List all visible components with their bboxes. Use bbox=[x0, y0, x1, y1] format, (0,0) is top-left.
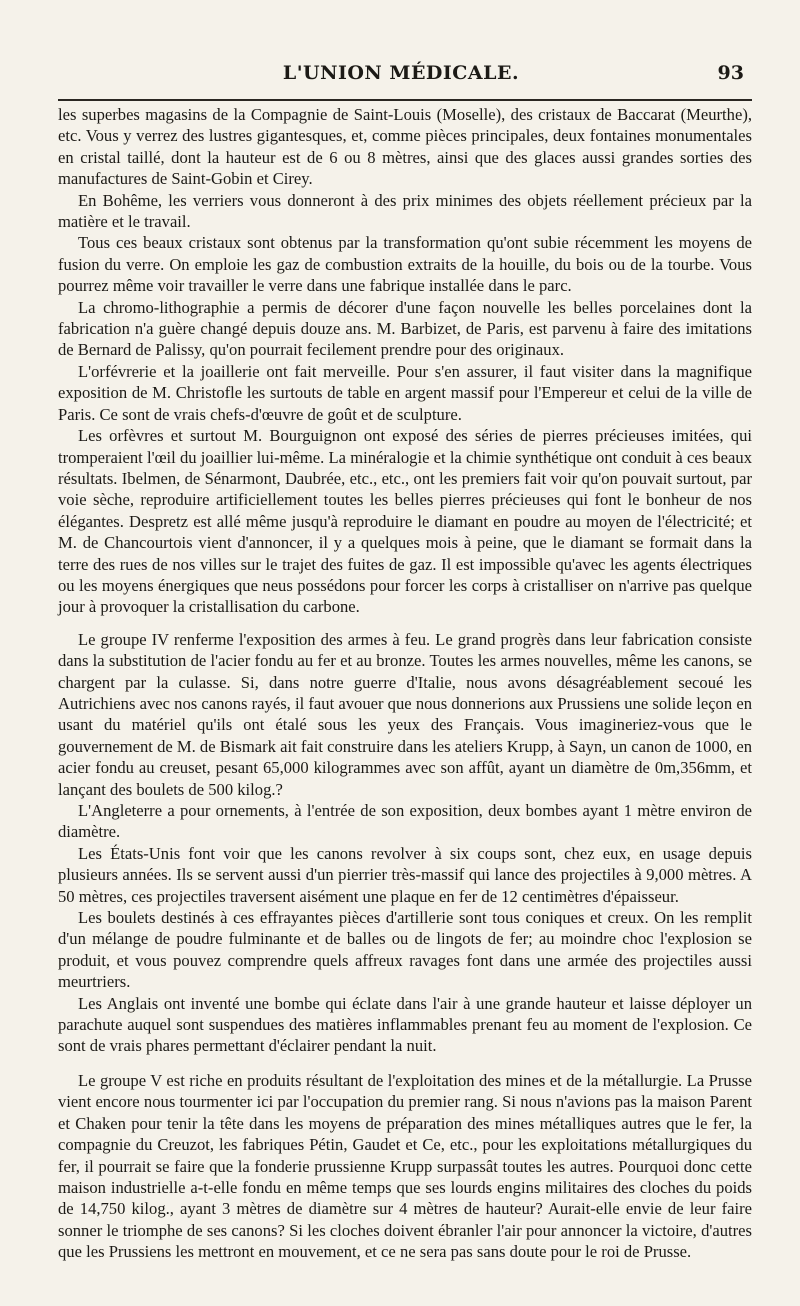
journal-title: L'UNION MÉDICALE. bbox=[282, 62, 520, 84]
paragraph-7: Le groupe IV renferme l'exposition des armes à feu. Le grand progrès dans leur fabrication consiste dans la substitution de l'acier fondu au fer et au bronze. Toutes les armes nouvelles, même les canons, se chargent par la culasse. Si, dans notre guerre d'Italie, nous avons désagréablement secoué les Autrichiens avec nos canons rayés, il faut avouer que nous donnerions aux Prussiens une solide leçon en usant du matériel qu'ils ont étalé sous les yeux des Français. Vous imagineriez-vous que le gouvernement de M. de Bismark ait fait construire dans les ateliers Krupp, à Sayn, un canon de 1000, en acier fondu au creuset, pesant 65,000 kilogrammes avec son affût, ayant un diamètre de 0m,356mm, et lançant des boulets de 500 kilog.? bbox=[58, 629, 752, 799]
article-body bbox=[58, 104, 752, 1263]
page-number: 93 bbox=[717, 62, 744, 84]
paragraph-6: Les orfèvres et surtout M. Bourguignon ont exposé des séries de pierres précieuses imitées, qui tromperaient l'œil du joaillier lui-même. La minéralogie et la chimie synthétique ont conduit à ces beaux résultats. Ibelmen, de Sénarmont, Daubrée, etc., etc., ont les premiers fait voir qu'on pouvait surtout, par voie sèche, reproduire artificiellement toutes les belles pierres précieuses qui font le bonheur de nos élégantes. Despretz est allé même jusqu'à reproduire le diamant en poudre au moyen de l'électricité; et M. de Chancourtois vient d'annoncer, il y a quelques mois à peine, que le diamant se formait dans la terre des rues de nos villes sur le trajet des fuites de gaz. Il est impossible qu'avec les agents électriques ou les moyens énergiques que neus possédons pour forcer les corps à cristalliser on n'arrive pas quelque jour à provoquer la cristallisation du carbone. bbox=[58, 426, 752, 617]
paragraph-2: En Bohême, les verriers vous donneront à des prix minimes des objets réellement précieux par la matière et le travail. bbox=[58, 190, 752, 232]
paragraph-8: L'Angleterre a pour ornements, à l'entrée de son exposition, deux bombes ayant 1 mètre environ de diamètre. bbox=[58, 801, 752, 842]
paragraph-10: Les boulets destinés à ces effrayantes pièces d'artillerie sont tous coniques et creux. On les remplit d'un mélange de poudre fulminante et de balles ou de lingots de fer; au moindre choc l'explosion se produit, et vous pouvez comprendre quels affreux ravages font dans une armée des projectiles aussi meurtriers. bbox=[58, 908, 752, 992]
paragraph-4: La chromo-lithographie a permis de décorer d'une façon nouvelle les belles porcelaines dont la fabrication n'a guère changé depuis douze ans. M. Barbizet, de Paris, est parvenu à faire des imitations de Bernard de Palissy, qu'on pourrait fecilement prendre pour des originaux. bbox=[58, 297, 752, 360]
paragraph-12: Le groupe V est riche en produits résultant de l'exploitation des mines et de la métallurgie. La Prusse vient encore nous tourmenter ici par l'occupation du premier rang. Si nous n'avions pas la maison Parent et Chaken pour tenir la tête dans les moyens de préparation des mines métalliques autres que le fer, la compagnie du Creuzot, les fabriques Pétin, Gaudet et Ce, etc., pour les exploitations métallurgiques du fer, il pourrait se faire que la fonderie prussienne Krupp surpassât toutes les autres. Pourquoi donc cette maison industrielle a-t-elle fondu en même temps que ses lourds engins militaires des cloches du poids de 14,750 kilog., ayant 3 mètres de diamètre sur 4 mètres de hauteur? Aurait-elle envie de leur faire sonner le triomphe de ses canons? Si les cloches doivent ébranler l'air pour annoncer la victoire, d'autres que les Prussiens les mettront en mouvement, et ce ne sera pas sans doute pour le roi de Prusse. bbox=[58, 1070, 752, 1262]
paragraph-1: les superbes magasins de la Compagnie de Saint-Louis (Moselle), des cristaux de Baccarat (Meurthe), etc. Vous y verrez des lustres gigantesques, et, comme pièces principales, deux fontaines monumentales en cristal taillé, dont la hauteur est de 6 ou 8 mètres, ainsi que des glaces aussi grandes sorties des manufactures de Saint-Gobin et Cirey. bbox=[58, 105, 752, 189]
paragraph-11: Les Anglais ont inventé une bombe qui éclate dans l'air à une grande hauteur et laisse déployer un parachute auquel sont suspendues des matières inflammables prenant feu au moment de l'explosion. Ce sont de vrais phares permettant d'éclairer pendant la nuit. bbox=[58, 993, 752, 1056]
paragraph-3: Tous ces beaux cristaux sont obtenus par la transformation qu'ont subie récemment les moyens de fusion du verre. On emploie les gaz de combustion extraits de la houille, du bois ou de la tourbe. Vous pourrez même voir travailler le verre dans une fabrique installée dans le parc. bbox=[58, 233, 752, 296]
paragraph-9: Les États-Unis font voir que les canons revolver à six coups sont, chez eux, en usage depuis plusieurs années. Ils se servent aussi d'un pierrier très-massif qui lance des projectiles à 9,000 mètres. A 50 mètres, ces projectiles traversent aisément une plaque en fer de 12 centimètres d'épaisseur. bbox=[58, 843, 752, 906]
header-rule bbox=[58, 99, 752, 101]
paragraph-5: L'orfévrerie et la joaillerie ont fait merveille. Pour s'en assurer, il faut visiter dans la magnifique exposition de M. Christofle les surtouts de table en argent massif pour l'Empereur et celui de la ville de Paris. Ce sont de vrais chefs-d'œuvre de goût et de sculpture. bbox=[58, 361, 752, 424]
running-header bbox=[58, 62, 744, 92]
